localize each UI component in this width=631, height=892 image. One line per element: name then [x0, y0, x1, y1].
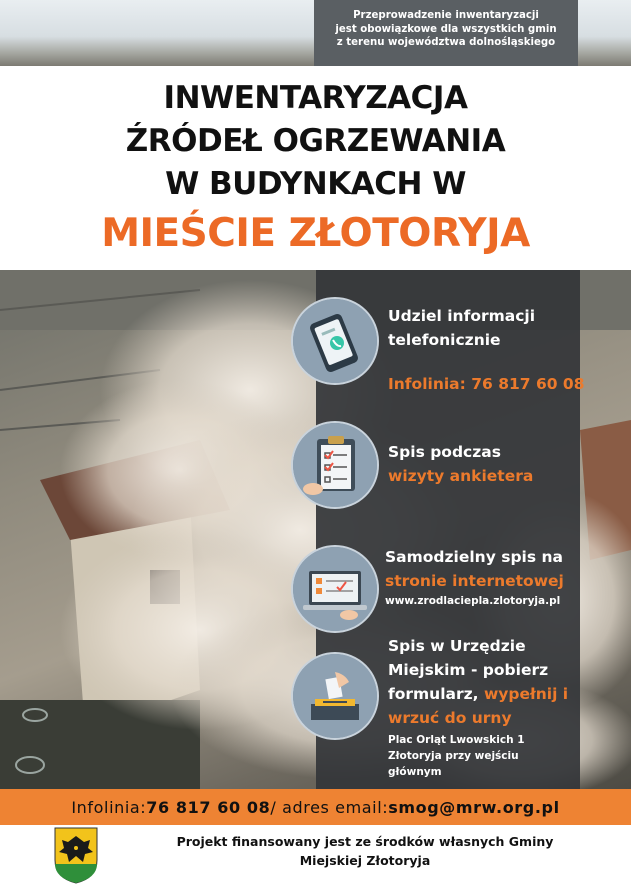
- item-office-address-3: głównym: [388, 766, 442, 778]
- item-phone-line-2: telefonicznie: [388, 331, 501, 349]
- footer-phone: 76 817 60 08: [146, 797, 271, 817]
- contact-bar: [0, 789, 631, 825]
- item-online-highlight: stronie internetowej: [385, 572, 564, 590]
- item-phone-hotline: Infolinia: 76 817 60 08: [388, 375, 585, 393]
- item-office-address-1: Plac Orląt Lwowskich 1: [388, 734, 525, 746]
- item-visit-highlight: wizyty ankietera: [388, 467, 534, 485]
- notice-line-3: z terenu województwa dolnośląskiego: [336, 37, 556, 48]
- title-line-2: ŹRÓDEŁ OGRZEWANIA: [125, 123, 506, 159]
- phone-icon: [291, 297, 379, 385]
- item-office-line-2: Miejskim - pobierz: [388, 661, 549, 679]
- funding-line-1: Projekt finansowany jest ze środków własnych Gminy: [176, 834, 554, 849]
- item-office-line-3a: formularz,: [388, 685, 484, 703]
- notice-line-1: Przeprowadzenie inwentaryzacji: [353, 10, 539, 21]
- footer-email: smog@mrw.org.pl: [388, 797, 560, 817]
- laptop-icon: [291, 545, 379, 633]
- ballot-box-icon: [291, 652, 379, 740]
- item-phone-text: [388, 304, 584, 396]
- item-office-line-4: wrzuć do urny: [388, 709, 512, 727]
- title-city: MIEŚCIE ZŁOTORYJA: [101, 211, 530, 256]
- item-office-text: [388, 634, 568, 780]
- item-online-line-1: Samodzielny spis na: [385, 548, 563, 566]
- footer-email-label: / adres email:: [270, 797, 389, 817]
- funding-line-2: Miejskiej Złotoryja: [299, 853, 431, 868]
- item-online-text: [385, 545, 564, 609]
- title-area: [0, 66, 631, 270]
- obligation-notice: [314, 0, 578, 66]
- clipboard-icon: [291, 421, 379, 509]
- item-visit-text: [388, 440, 533, 488]
- footer-hotline-label: Infolinia:: [71, 797, 147, 817]
- title-line-1: INWENTARYZACJA: [163, 80, 468, 116]
- coat-of-arms-icon: [53, 826, 99, 884]
- item-office-line-1: Spis w Urzędzie: [388, 637, 526, 655]
- title-line-3: W BUDYNKACH W: [165, 166, 466, 202]
- funding-text: [150, 832, 580, 870]
- notice-line-2: jest obowiązkowe dla wszystkich gmin: [335, 23, 557, 35]
- item-office-line-3b: wypełnij i: [483, 685, 569, 703]
- item-office-address-2: Złotoryja przy wejściu: [388, 750, 519, 762]
- item-online-url: www.zrodlaciepla.zlotoryja.pl: [385, 595, 561, 607]
- item-visit-line-1: Spis podczas: [388, 443, 501, 461]
- item-phone-line-1: Udziel informacji: [388, 307, 536, 325]
